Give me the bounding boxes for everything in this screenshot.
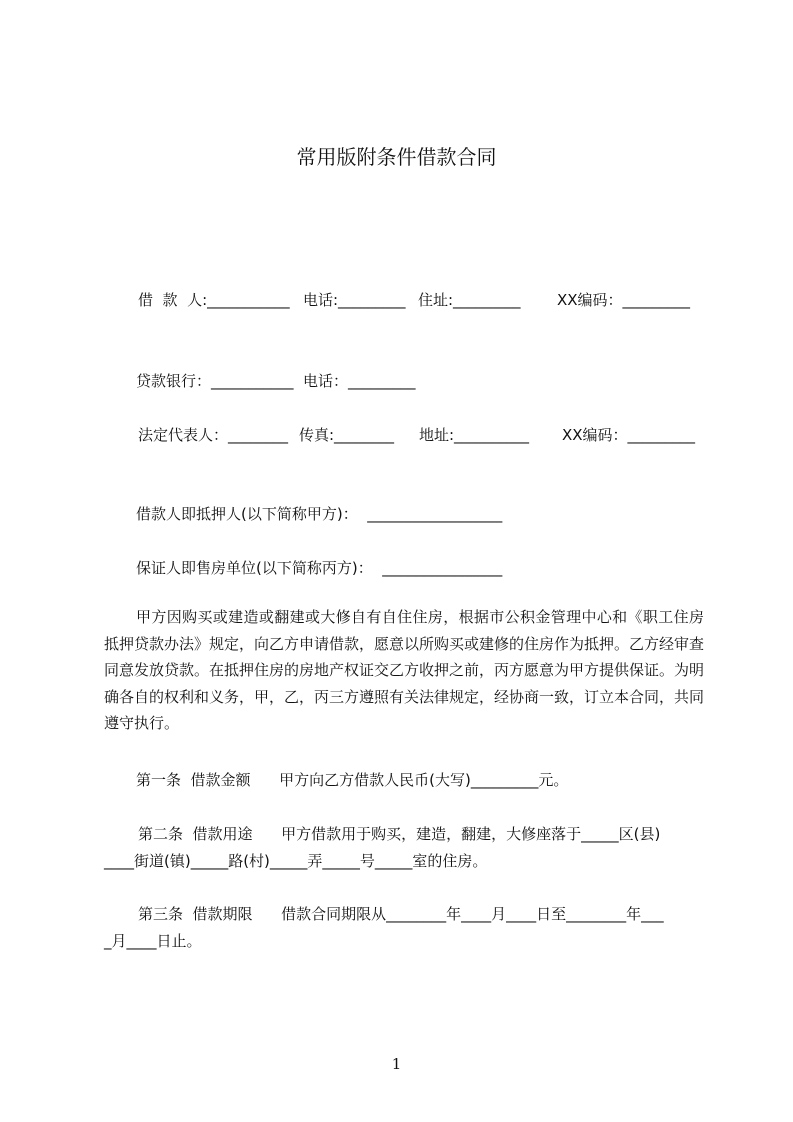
bank-postcode-field: XX编码：_________ bbox=[562, 426, 696, 444]
borrower-phone-field: 电话:_________ bbox=[303, 291, 406, 309]
intro-paragraph: 甲方因购买或建造或翻建或大修自有自住住房，根据市公积金管理中心和《职工住房抵押贷款办法》规定，向乙方申请借款，愿意以所购买或建修的住房作为抵押。乙方经审查同意发放贷款。在抵押住房的房地产权证交乙方收押之前，丙方愿意为甲方提供保证。为明确各自的权利和义务，甲，乙，丙三方遵照有关法律规定，经协商一致，订立本合同，共同遵守执行。 bbox=[104, 608, 705, 732]
legal-rep-field: 法定代表人：________ bbox=[138, 426, 289, 444]
article-1: 第一条 借款金额 甲方向乙方借款人民币(大写)_________元。 bbox=[136, 771, 569, 789]
article-3-line-1: 第三条 借款期限 借款合同期限从________年____月____日至________年___ bbox=[138, 905, 664, 923]
fax-field: 传真:________ bbox=[299, 426, 395, 444]
document-title: 常用版附条件借款合同 bbox=[296, 145, 497, 169]
borrower-postcode-field: XX编码：_________ bbox=[557, 291, 691, 309]
borrower-address-field: 住址:_________ bbox=[418, 291, 521, 309]
page-number: 1 bbox=[391, 1055, 402, 1073]
article-2-line-2: ____街道(镇)_____路(村)_____弄_____号_____室的住房。 bbox=[104, 852, 488, 870]
bank-field: 贷款银行：___________ bbox=[136, 372, 294, 390]
party-a-line: 借款人即抵押人(以下简称甲方)： __________________ bbox=[136, 505, 503, 523]
borrower-field: 借 款 人:___________ bbox=[138, 291, 290, 309]
bank-address-field: 地址:__________ bbox=[419, 426, 530, 444]
article-2-line-1: 第二条 借款用途 甲方借款用于购买，建造，翻建，大修座落于_____区(县) bbox=[138, 825, 661, 843]
bank-phone-field: 电话：_________ bbox=[303, 372, 416, 390]
article-3-line-2: _月____日止。 bbox=[104, 932, 202, 950]
party-c-line: 保证人即售房单位(以下简称丙方)： ________________ bbox=[136, 559, 503, 577]
